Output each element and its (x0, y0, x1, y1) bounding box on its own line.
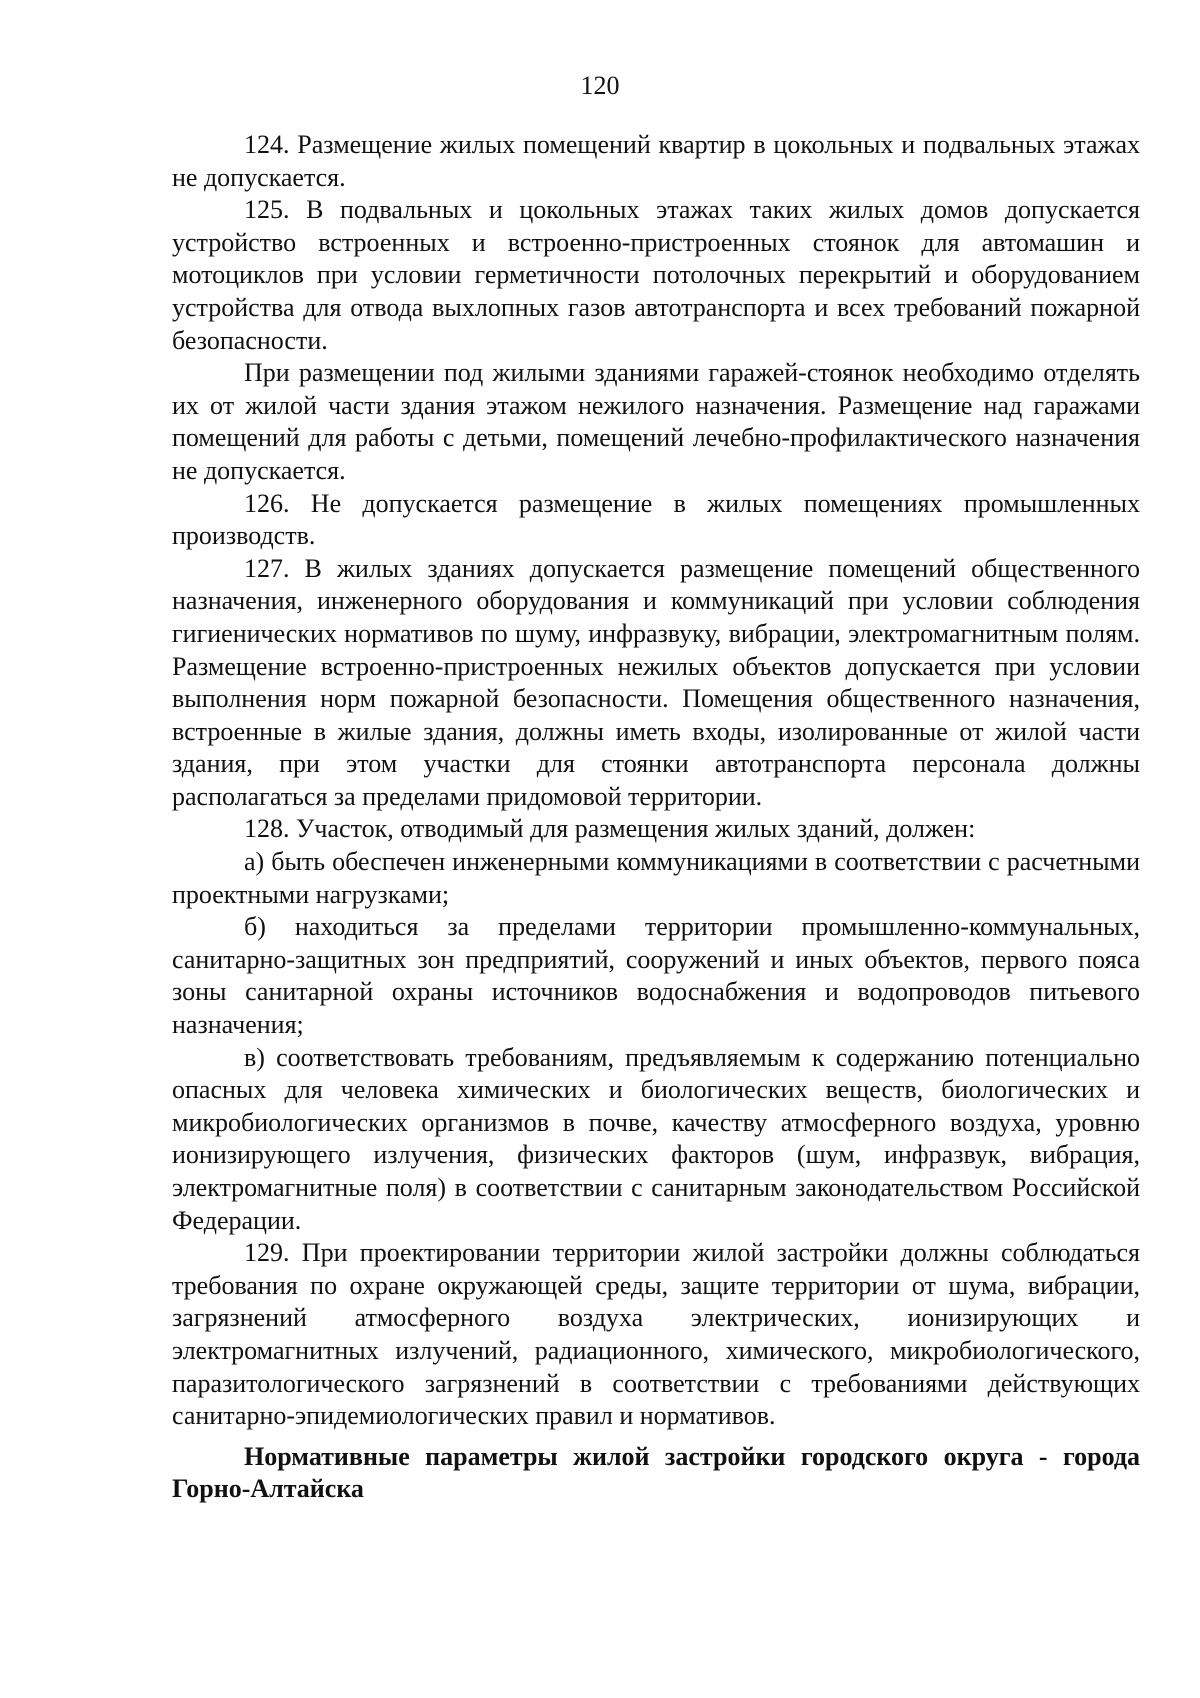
section-heading: Нормативные параметры жилой застройки городского округа - города Горно-Алтайска (172, 1441, 1140, 1504)
paragraph-124: 124. Размещение жилых помещений квартир в цокольных и подвальных этажах не допускается. (172, 130, 1140, 192)
paragraph-128-b: б) находиться за пределами территории промышленно-коммунальных, санитарно-защитных зон предприятий, сооружений и иных объектов, первого пояса зоны санитарной охраны источников водоснабжения и водопроводов питьевого назначения; (172, 912, 1140, 1040)
paragraph-garage-placement: При размещении под жилыми зданиями гаражей-стоянок необходимо отделять их от жилой части здания этажом нежилого назначения. Размещение над гаражами помещений для работы с детьми, помещений лечебно-профилактического назначения не допускается. (172, 358, 1140, 485)
paragraph-129: 129. При проектировании территории жилой застройки должны соблюдаться требования по охране окружающей среды, защите территории от шума, вибрации, загрязнений атмосферного воздуха электрических, ионизирующих и электромагнитных излучений, радиационного, химического, микробиологического, паразитологического загрязнений в соответствии с требованиями действующих санитарно-эпидемиологических правил и нормативов. (172, 1238, 1140, 1431)
paragraph-128-v: в) соответствовать требованиям, предъявляемым к содержанию потенциально опасных для человека химических и биологических веществ, биологических и микробиологических организмов в почве, качеству атмосферного воздуха, уровню ионизирующего излучения, физических факторов (шум, инфразвук, вибрация, электромагнитные поля) в соответствии с санитарным законодательством Российской Федерации. (172, 1042, 1140, 1235)
paragraph-125: 125. В подвальных и цокольных этажах таких жилых домов допускается устройство встроенных и встроенно-пристроенных стоянок для автомашин и мотоциклов при условии герметичности потолочных перекрытий и оборудованием устройства для отвода выхлопных газов автотранспорта и всех требований пожарной безопасности. (172, 195, 1140, 355)
paragraph-126: 126. Не допускается размещение в жилых помещениях промышленных производств. (172, 488, 1140, 551)
paragraph-128-a: а) быть обеспечен инженерными коммуникациями в соответствии с расчетными проектными нагрузками; (172, 847, 1140, 909)
paragraph-127: 127. В жилых зданиях допускается размещение помещений общественного назначения, инженерного оборудования и коммуникаций при условии соблюдения гигиенических нормативов по шуму, инфразвуку, вибрации, электромагнитным полям. Размещение встроенно-пристроенных нежилых объектов допускается при условии выполнения норм пожарной безопасности. Помещения общественного назначения, встроенные в жилые здания, должны иметь входы, изолированные от жилой части здания, при этом участки для стоянки автотранспорта персонала должны располагаться за пределами придомовой территории. (172, 553, 1140, 811)
page-number: 120 (580, 71, 620, 100)
document-body (172, 129, 1140, 1506)
paragraph-128: 128. Участок, отводимый для размещения жилых зданий, должен: (244, 814, 976, 844)
